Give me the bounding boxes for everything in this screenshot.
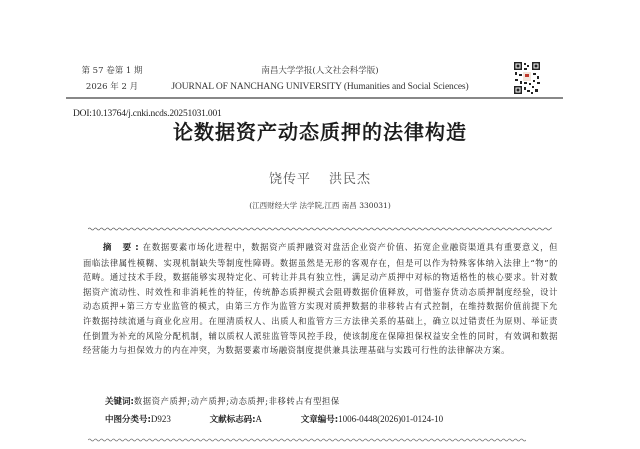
issue-date: 2026 年 2 月: [85, 82, 139, 92]
article-no-value: 1006-0448(2026)01-0124-10: [338, 414, 444, 424]
abstract-text: 在数据要素市场化进程中，数据资产质押融资对盘活企业资产价值、拓宽企业融资渠道具有重要意义，但面临法律属性模糊、实现机制缺失等制度性障碍。数据虽然是无形的客观存在，但是可以作为特殊客体纳入法律上“物”的范畴。通过技术手段，数据能够实现特定化、可转让并具有独立性，满足动产质押中对标的物适格性的核心要求。针对数据资产流动性、时效性和非消耗性的特征，传统静态质押模式会阻碍数据价值释放，可借鉴存货动态质押制度经验，设计动态质押+第三方专业监管的模式，由第三方作为监管方实现对质押数据的非移转占有式控制，在维持数据价值前提下允许数据持续流通与商业化应用。在厘清质权人、出质人和监管方三方法律关系的基础上，确立以过错责任为原则、举证责任倒置为补充的风险分配机制，辅以质权人派驻监管等风控手段，使该制度在保障担保权益安全性的同时，有效调和数据经营能力与担保效力的内在冲突，为数据要素市场融资制度提供兼具法理基础与实践可行性的法律解决方案。: [83, 242, 559, 356]
keywords-label: 关键词:: [105, 397, 134, 407]
clc-number: [105, 413, 171, 425]
issue-info: [77, 63, 147, 95]
document-code: [210, 413, 262, 425]
doc-code-label: 文献标志码:: [209, 415, 256, 425]
journal-name-cn: 南昌大学学报(人文社会科学版): [261, 66, 379, 76]
journal-name: [170, 63, 470, 95]
doc-code-value: A: [255, 414, 263, 424]
volume-issue: 第 57 卷第 1 期: [81, 66, 143, 76]
classification-line: [105, 413, 479, 425]
abstract-label: 摘 要:: [102, 243, 143, 253]
author-list: [0, 168, 640, 187]
qr-code-icon: [513, 61, 541, 95]
keywords: [105, 395, 340, 407]
clc-label: 中图分类号:: [105, 415, 151, 425]
keywords-text: 数据资产质押;动产质押;动态质押;非移转占有型担保: [133, 396, 340, 406]
journal-name-en: JOURNAL OF NANCHANG UNIVERSITY (Humanities and Social Sciences): [171, 82, 469, 92]
wavy-separator-top: [88, 227, 552, 231]
affiliation: (江西财经大学 法学院,江西 南昌 330031): [249, 201, 391, 210]
paper-title: 论数据资产动态质押的法律构造: [173, 120, 467, 144]
author-name: 饶传平: [268, 172, 311, 187]
doi: DOI:10.13764/j.cnki.ncds.20251031.001: [73, 109, 222, 119]
author-name: 洪民杰: [329, 172, 372, 187]
header-rule: [66, 97, 563, 99]
article-number: [301, 413, 443, 425]
wavy-separator-bottom: [88, 438, 526, 442]
article-no-label: 文章编号:: [300, 415, 339, 425]
abstract: [83, 240, 558, 358]
clc-value: D923: [150, 414, 171, 424]
